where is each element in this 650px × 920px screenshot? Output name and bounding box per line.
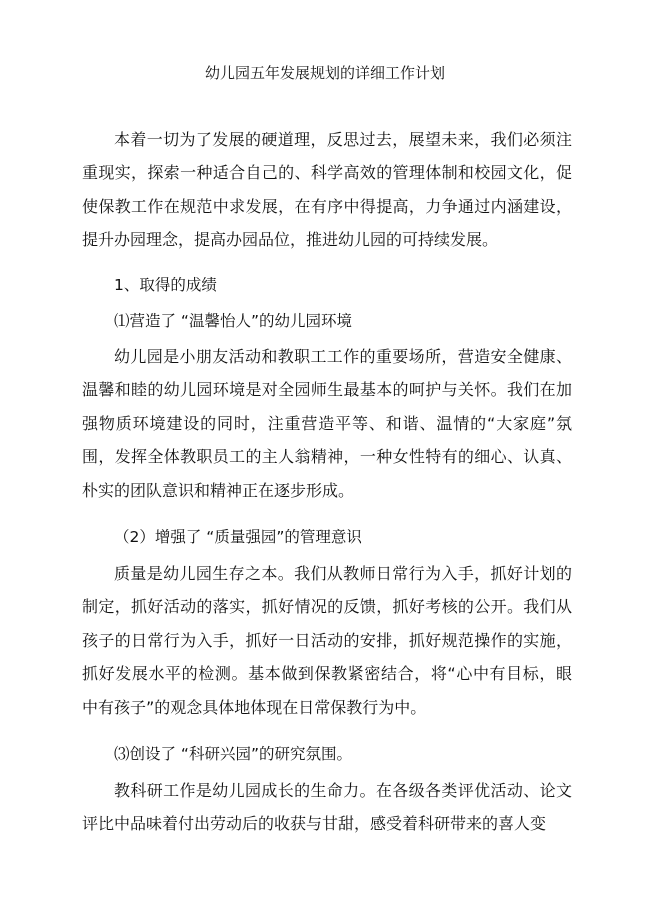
subsection-heading: ⑶创设了 “科研兴园”的研究氛围。 [114,745,352,763]
paragraph-quality [82,557,572,724]
paragraph-line: 使保教工作在规范中求发展，在有序中得提高，力争通过内涵建设， [82,196,572,216]
document-title: 幼儿园五年发展规划的详细工作计划 [204,64,445,82]
paragraph-line: 围，发挥全体教职员工的主人翁精神，一种女性特有的细心、认真、 [82,447,572,467]
paragraph-line: 强物质环境建设的同时，注重营造平等、和谐、温情的“大家庭”氛 [82,413,572,433]
paragraph-line: 孩子的日常行为入手，抓好一日活动的安排，抓好规范操作的实施， [82,630,572,650]
subsection-heading: ⑴营造了 “温馨怡人”的幼儿园环境 [114,312,352,330]
paragraph-line: 温馨和睦的幼儿园环境是对全园师生最基本的呵护与关怀。我们在加 [82,380,572,400]
section-heading: 1、取得的成绩 [114,276,217,294]
paragraph-line: 中有孩子”的观念具体地体现在日常保教行为中。 [82,697,427,717]
paragraph-line: 抓好发展水平的检测。基本做到保教紧密结合，将“心中有目标，眼 [82,664,572,684]
paragraph-environment [82,340,572,507]
paragraph-line: 朴实的团队意识和精神正在逐步形成。 [82,480,355,500]
paragraph-line: 提升办园理念，提高办园品位，推进幼儿园的可持续发展。 [82,230,499,250]
paragraph-line: 质量是幼儿园生存之本。我们从教师日常行为入手，抓好计划的 [114,564,572,583]
paragraph-line: 教科研工作是幼儿园成长的生命力。在各级各类评优活动、论文 [114,781,572,800]
paragraph-line: 本着一切为了发展的硬道理，反思过去，展望未来，我们必须注 [114,130,572,149]
paragraph-line: 制定，抓好活动的落实，抓好情况的反馈，抓好考核的公开。我们从 [82,597,572,617]
intro-paragraph [82,123,572,257]
paragraph-line: 幼儿园是小朋友活动和教职工工作的重要场所，营造安全健康、 [114,347,572,366]
paragraph-line: 评比中品味着付出劳动后的收获与甘甜，感受着科研带来的喜人变 [82,814,547,834]
paragraph-research [82,774,572,841]
paragraph-line: 重现实，探索一种适合自己的、科学高效的管理体制和校园文化，促 [82,163,572,183]
subsection-heading: （2）增强了 “质量强园”的管理意识 [114,528,362,546]
